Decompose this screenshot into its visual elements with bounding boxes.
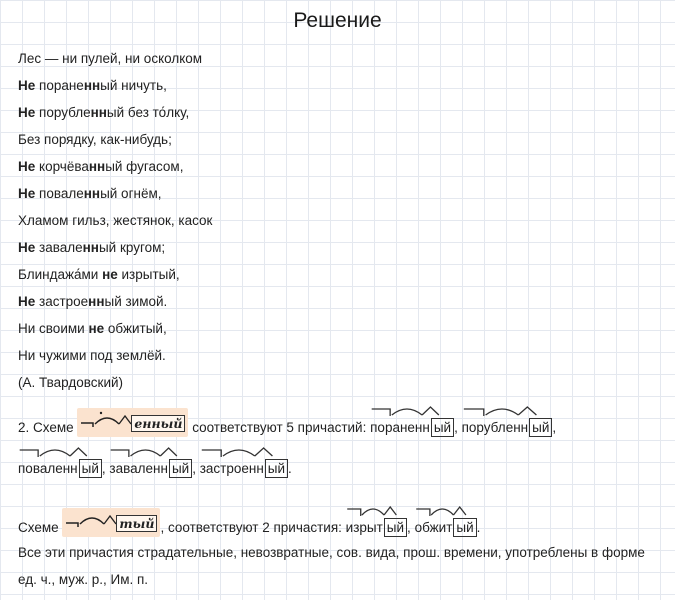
poem-line	[18, 45, 212, 72]
morpheme-marks	[200, 446, 288, 458]
separator: ,	[552, 420, 557, 435]
participle-stem: обжит	[414, 520, 453, 535]
participle-stem: пораненн	[370, 420, 430, 435]
poem-segment: не	[102, 267, 118, 282]
poem-line	[18, 234, 212, 261]
poem-segment: ый фугасом,	[105, 159, 184, 174]
participle-stem: порубленн	[461, 420, 529, 435]
morpheme-marks	[346, 505, 407, 517]
scheme1-ending-box: енный	[131, 415, 185, 432]
poem-segment: Блиндажа́ми	[18, 267, 103, 282]
poem-segment: застрое	[35, 294, 89, 309]
poem-segment: нн	[83, 78, 101, 93]
poem-line	[18, 207, 212, 234]
poem-segment: нн	[90, 105, 107, 120]
conclusion-text: Все эти причастия страдательные, невозвратные, сов. вида, прош. времени, употреблены в форме ед. ч., муж. р., Им. п.	[18, 545, 645, 587]
poem-line	[18, 99, 212, 126]
participle-ending-box: ый	[169, 459, 192, 478]
separator: ,	[192, 461, 200, 476]
poem-lines	[18, 45, 212, 369]
poem-segment: обжитый,	[104, 321, 167, 336]
poem-segment: повале	[35, 186, 84, 201]
poem-segment: Не	[18, 159, 36, 174]
participle-word	[415, 518, 477, 537]
morpheme-marks	[415, 505, 477, 517]
poem-line	[18, 261, 212, 288]
participle-ending-box: ый	[453, 518, 476, 537]
scheme2-diagram	[62, 508, 160, 537]
participle-word	[370, 418, 454, 437]
scheme2-row	[18, 508, 480, 537]
poem-segment: нн	[88, 159, 106, 174]
scheme2-ending-box: тый	[116, 515, 157, 532]
poem-segment: нн	[88, 294, 105, 309]
poem	[18, 45, 212, 396]
scheme1-prefix: 2. Схеме	[18, 420, 74, 435]
poem-segment: Хламом гильз, жестянок, касок	[18, 213, 213, 228]
scheme1-middle: соответствуют 5 причастий:	[192, 420, 367, 435]
poem-segment: Ни чужими под землёй.	[18, 348, 166, 363]
poem-segment: корчёва	[35, 159, 89, 174]
participle-word	[346, 518, 407, 537]
poem-segment: ый ничуть,	[100, 78, 167, 93]
poem-author: (А. Твардовский)	[18, 375, 124, 390]
poem-line	[18, 153, 212, 180]
prefix-root-suffix-marks	[79, 410, 131, 432]
poem-segment: Не	[18, 105, 36, 120]
scheme1-diagram	[77, 408, 188, 437]
poem-segment: ый кругом;	[98, 240, 166, 255]
poem-segment: Не	[18, 186, 36, 201]
poem-line	[18, 180, 212, 207]
morpheme-marks	[18, 446, 102, 458]
separator: ,	[407, 520, 415, 535]
poem-line	[18, 342, 212, 369]
poem-segment: не	[88, 321, 105, 336]
poem-segment: ый зимой.	[104, 294, 168, 309]
separator: ,	[101, 461, 110, 476]
poem-segment: Лес — ни пулей, ни осколком	[18, 51, 203, 66]
morpheme-marks	[370, 405, 454, 417]
scheme1-words-line1	[370, 420, 556, 435]
poem-segment: ый без то́лку,	[106, 105, 190, 120]
poem-segment: Не	[18, 294, 36, 309]
participle-word	[109, 459, 192, 478]
scheme2-words	[346, 520, 481, 535]
page-title: Решение	[293, 9, 382, 32]
scheme2-middle: , соответствуют 2 причастия:	[160, 520, 342, 535]
poem-line	[18, 315, 212, 342]
morpheme-marks	[462, 405, 553, 417]
participle-word	[18, 459, 102, 478]
poem-segment: поране	[35, 78, 84, 93]
scheme1-row	[18, 408, 556, 437]
participle-ending-box: ый	[79, 459, 102, 478]
participle-ending-box: ый	[529, 418, 552, 437]
poem-segment: Не	[18, 78, 36, 93]
poem-segment: изрытый,	[117, 267, 180, 282]
poem-segment: порубле	[35, 105, 91, 120]
poem-segment: Не	[18, 240, 36, 255]
participle-ending-box: ый	[431, 418, 454, 437]
participle-stem: заваленн	[109, 461, 168, 476]
poem-line	[18, 288, 212, 315]
participle-stem: поваленн	[18, 461, 78, 476]
poem-segment: завале	[35, 240, 83, 255]
participle-word	[462, 418, 553, 437]
poem-line	[18, 72, 212, 99]
poem-segment: нн	[83, 186, 101, 201]
scheme1-words-line2	[18, 459, 292, 478]
separator: .	[288, 461, 292, 476]
separator: ,	[454, 420, 462, 435]
separator: .	[476, 520, 481, 535]
participle-stem: изрыт	[345, 520, 383, 535]
morpheme-marks	[109, 446, 192, 458]
poem-segment: нн	[82, 240, 99, 255]
participle-ending-box: ый	[265, 459, 288, 478]
poem-segment: ый огнём,	[100, 186, 162, 201]
participle-ending-box: ый	[384, 518, 407, 537]
scheme2-prefix: Схеме	[18, 520, 59, 535]
participle-word	[200, 459, 288, 478]
prefix-root-suffix-marks	[64, 510, 116, 532]
poem-segment: Без порядку, как-нибудь;	[18, 132, 172, 147]
poem-segment: Ни своими	[18, 321, 89, 336]
poem-line	[18, 126, 212, 153]
participle-stem: застроенн	[199, 461, 264, 476]
